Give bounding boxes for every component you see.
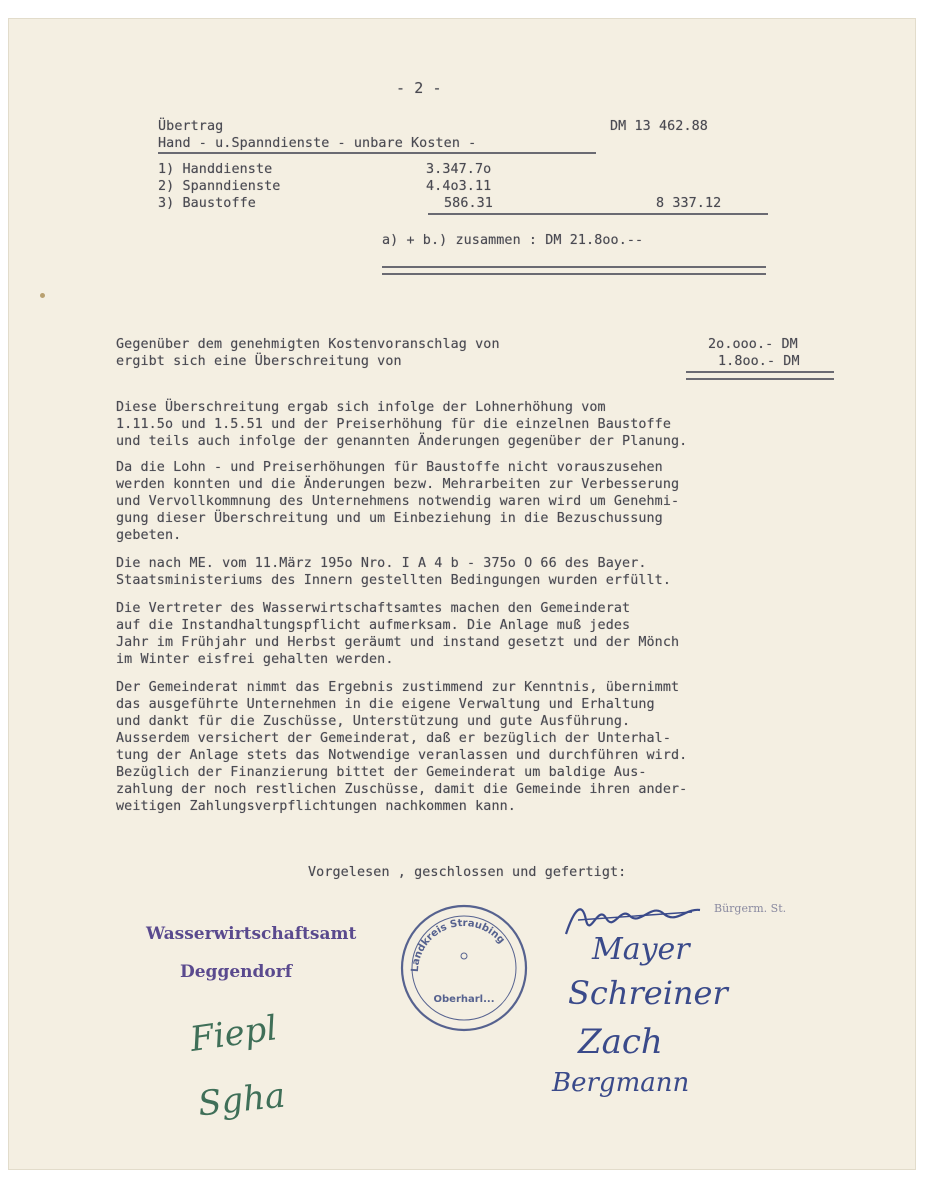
comparison-line-1: Gegenüber dem genehmigten Kostenvoranschlag von bbox=[116, 337, 500, 352]
item-amount: 4.4o3.11 bbox=[426, 179, 492, 194]
sum-line: a) + b.) zusammen : DM 21.8oo.-- bbox=[382, 233, 644, 248]
item-label: 2) Spanndienste bbox=[158, 179, 281, 194]
comparison-line-2: ergibt sich eine Überschreitung von bbox=[116, 354, 402, 369]
signature: Mayer bbox=[592, 932, 690, 967]
comparison-double-rule bbox=[686, 371, 834, 380]
paragraph-line: tung der Anlage stets das Notwendige veranlassen und durchführen wird. bbox=[116, 748, 688, 763]
paragraph-line: werden konnten und die Änderungen bezw. Mehrarbeiten zur Verbesserung bbox=[116, 477, 680, 492]
paragraph-line: Bezüglich der Finanzierung bittet der Gemeinderat um baldige Aus- bbox=[116, 765, 647, 780]
sum-double-rule bbox=[382, 266, 766, 275]
paragraph-line: Da die Lohn - und Preiserhöhungen für Baustoffe nicht vorauszusehen bbox=[116, 460, 663, 475]
paragraph-line: gung dieser Überschreitung und um Einbeziehung in die Bezuschussung bbox=[116, 511, 663, 526]
seal-ring-text: Landkreis Straubing bbox=[409, 917, 507, 973]
paragraph-line: Jahr im Frühjahr und Herbst geräumt und instand gesetzt und der Mönch bbox=[116, 635, 680, 650]
paragraph-line: das ausgeführte Unternehmen in die eigene Verwaltung und Erhaltung bbox=[116, 697, 655, 712]
paragraph-line: und Vervollkommnung des Unternehmens notwendig waren wird um Genehmi- bbox=[116, 494, 680, 509]
items-subtotal: 8 337.12 bbox=[656, 196, 722, 211]
paragraph-line: weitigen Zahlungsverpflichtungen nachkommen kann. bbox=[116, 799, 516, 814]
comparison-value-1: 2o.ooo.- DM bbox=[708, 337, 798, 352]
item-amount: 586.31 bbox=[444, 196, 493, 211]
paragraph-line: Die Vertreter des Wasserwirtschaftsamtes machen den Gemeinderat bbox=[116, 601, 631, 616]
subtotal-rule bbox=[428, 213, 768, 215]
round-seal bbox=[394, 898, 534, 1038]
section-title-underline bbox=[158, 152, 596, 154]
svg-text:Landkreis Straubing bbox=[410, 918, 507, 972]
page-number: - 2 - bbox=[396, 79, 442, 97]
paragraph-line: im Winter eisfrei gehalten werden. bbox=[116, 652, 394, 667]
uebertrag-value: DM 13 462.88 bbox=[610, 119, 708, 134]
comparison-value-2: 1.8oo.- DM bbox=[718, 354, 800, 369]
stamp-office-name: Wasserwirtschaftsamt bbox=[146, 924, 357, 944]
signature: Bergmann bbox=[552, 1068, 690, 1098]
seal-center-text: Oberharl... bbox=[433, 994, 495, 1005]
paragraph-line: Staatsministeriums des Innern gestellten Bedingungen wurden erfüllt. bbox=[116, 573, 672, 588]
paragraph-line: Die nach ME. vom 11.März 195o Nro. I A 4 b - 375o O 66 des Bayer. bbox=[116, 556, 647, 571]
paragraph-line: und teils auch infolge der genannten Änderungen gegenüber der Planung. bbox=[116, 434, 688, 449]
signature: Schreiner bbox=[568, 974, 728, 1012]
paragraph-line: Diese Überschreitung ergab sich infolge der Lohnerhöhung vom bbox=[116, 400, 606, 415]
signature: Fiepl bbox=[187, 1008, 280, 1060]
signature: Sgha bbox=[196, 1075, 288, 1125]
item-amount: 3.347.7o bbox=[426, 162, 492, 177]
stamp-office-city: Deggendorf bbox=[180, 962, 293, 982]
paper-blemish bbox=[40, 293, 45, 298]
item-label: 1) Handdienste bbox=[158, 162, 273, 177]
paragraph-line: und dankt für die Zuschüsse, Unterstützung und gute Ausführung. bbox=[116, 714, 631, 729]
paragraph-line: 1.11.5o und 1.5.51 und der Preiserhöhung für die einzelnen Baustoffe bbox=[116, 417, 672, 432]
mayor-label: Bürgerm. St. bbox=[714, 902, 787, 915]
paragraph-line: Der Gemeinderat nimmt das Ergebnis zustimmend zur Kenntnis, übernimmt bbox=[116, 680, 680, 695]
paragraph-line: zahlung der noch restlichen Zuschüsse, damit die Gemeinde ihren ander- bbox=[116, 782, 688, 797]
uebertrag-label: Übertrag bbox=[158, 119, 224, 134]
closing-line: Vorgelesen , geschlossen und gefertigt: bbox=[308, 865, 627, 880]
item-label: 3) Baustoffe bbox=[158, 196, 256, 211]
document-page bbox=[8, 18, 916, 1170]
paragraph-line: gebeten. bbox=[116, 528, 182, 543]
signature: Zach bbox=[578, 1022, 663, 1062]
section-title: Hand - u.Spanndienste - unbare Kosten - bbox=[158, 136, 477, 151]
paragraph-line: Ausserdem versichert der Gemeinderat, daß er bezüglich der Unterhal- bbox=[116, 731, 672, 746]
paragraph-line: auf die Instandhaltungspflicht aufmerksam. Die Anlage muß jedes bbox=[116, 618, 631, 633]
